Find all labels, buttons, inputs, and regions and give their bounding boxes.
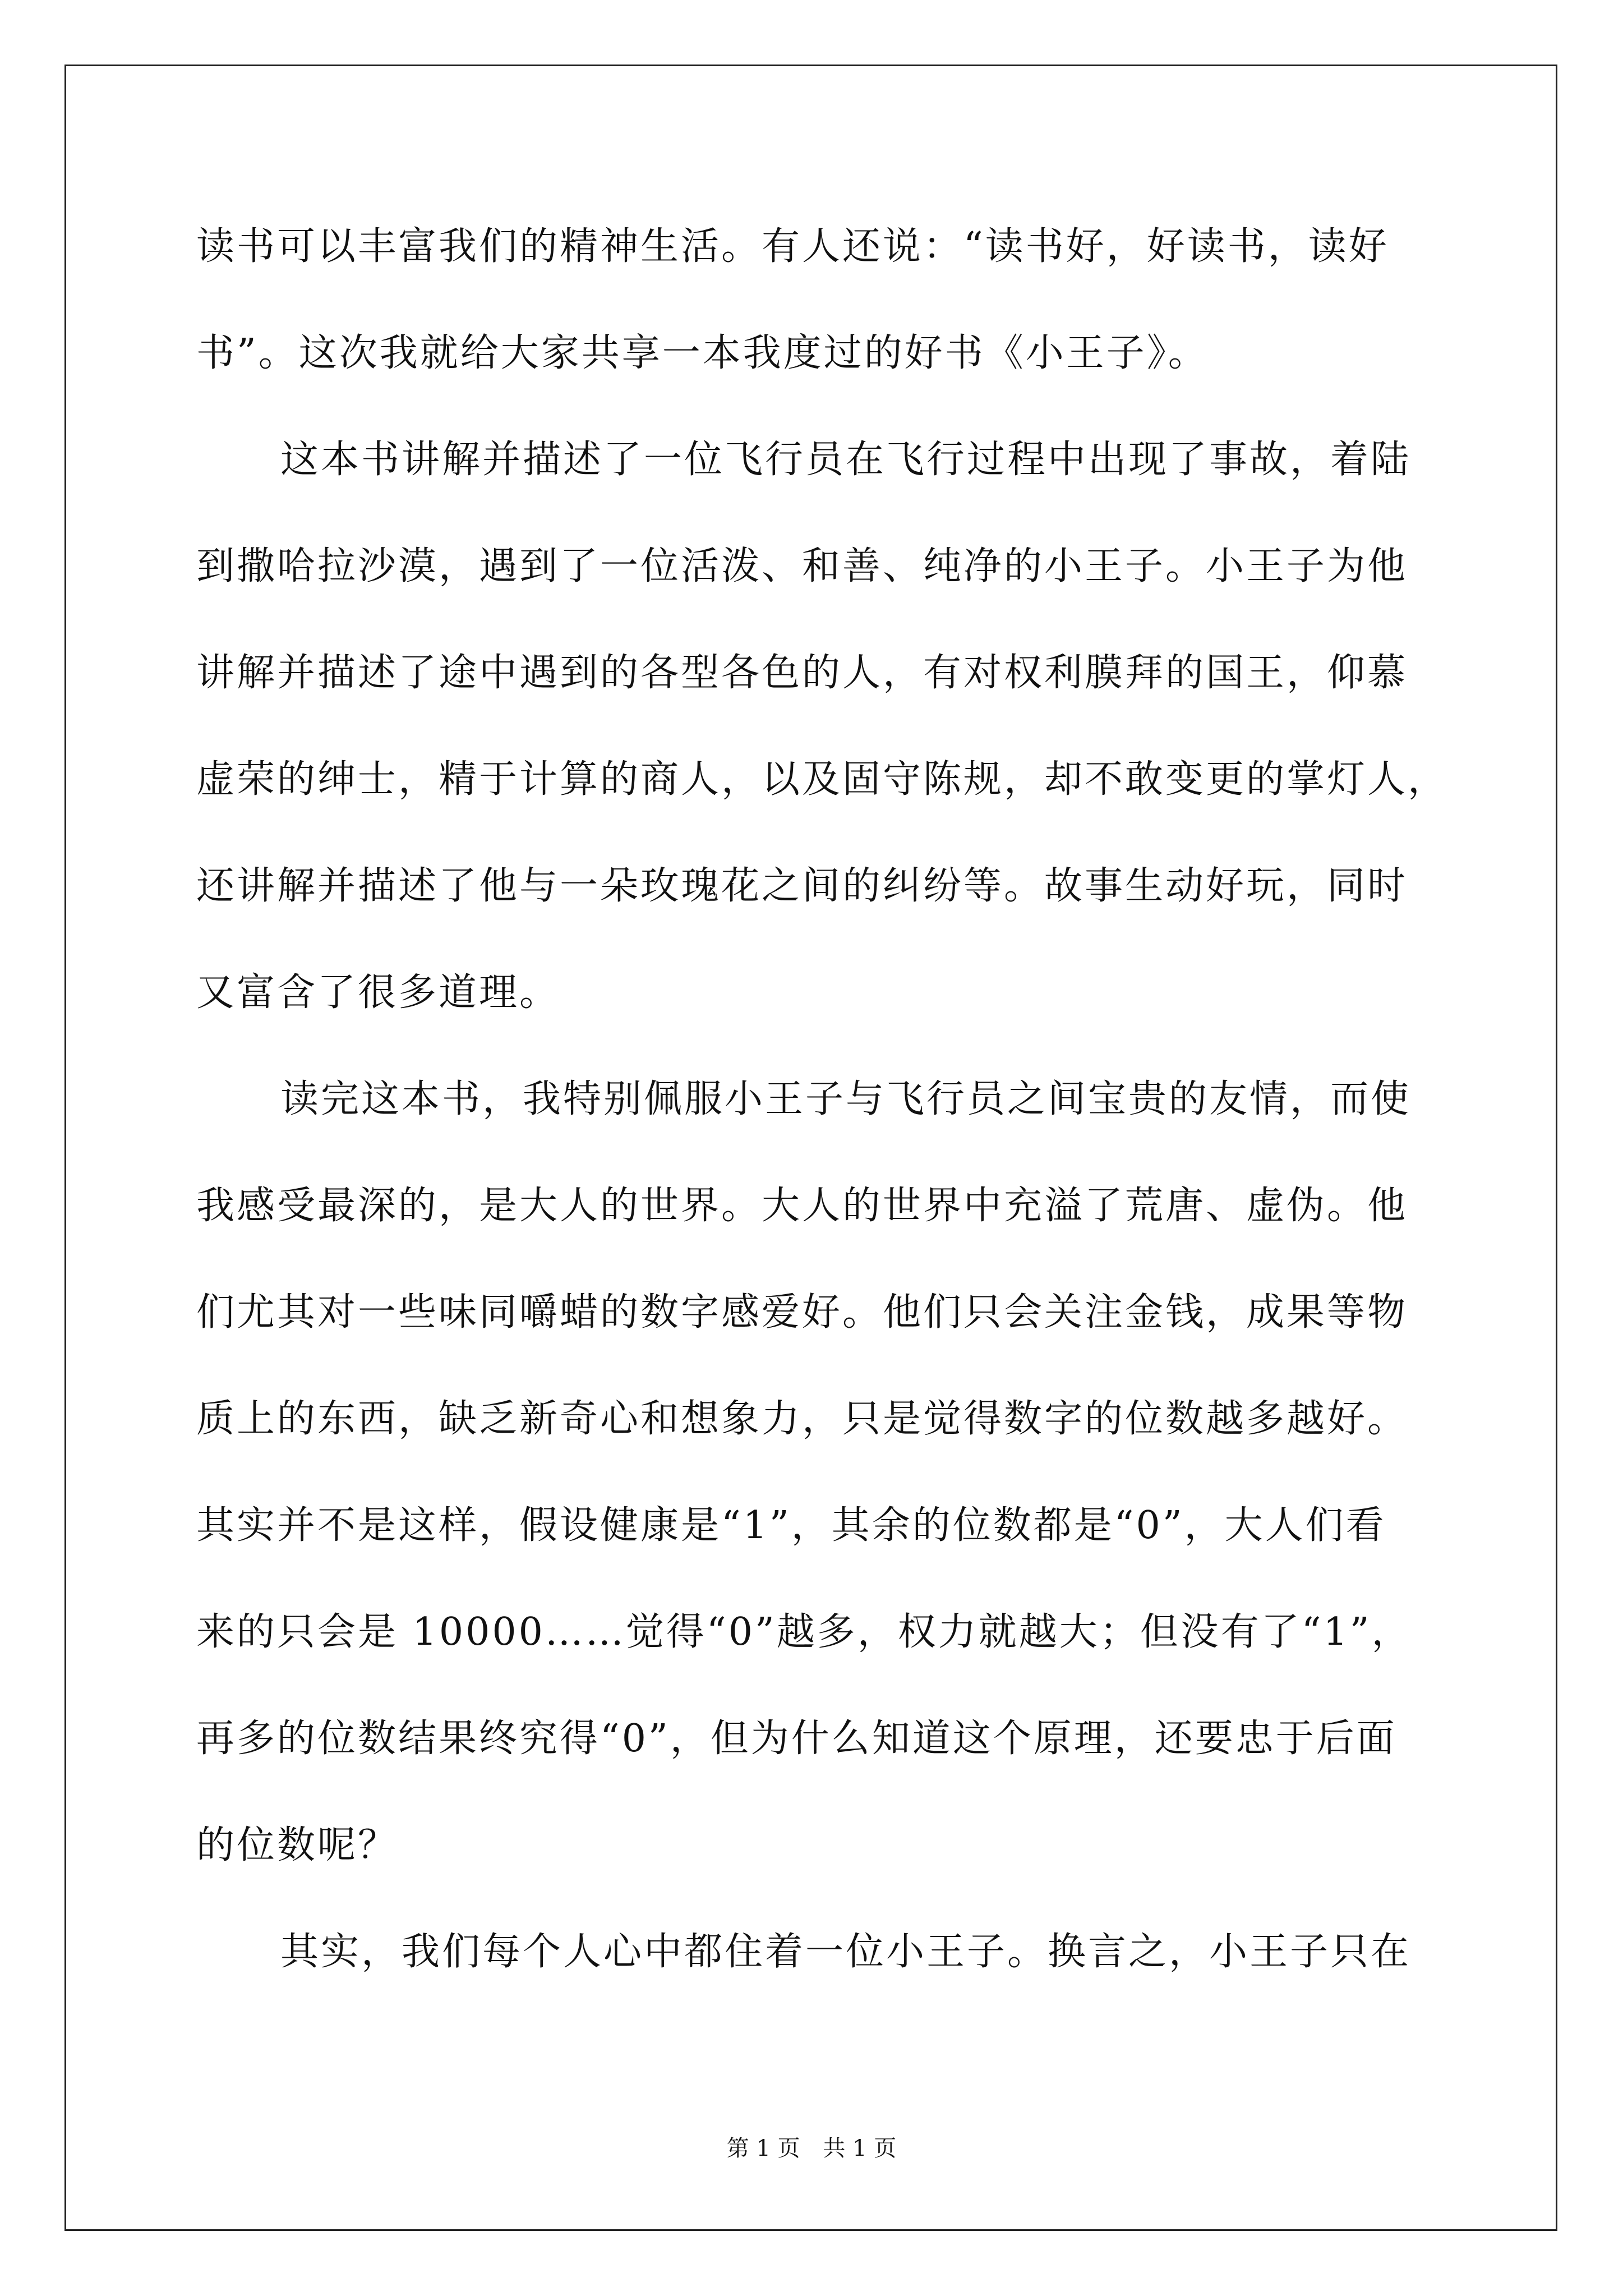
text-line: 的位数呢？ xyxy=(196,1823,399,1867)
text-line: 到撒哈拉沙漠，遇到了一位活泼、和善、纯净的小王子。小王子为他 xyxy=(196,544,1408,588)
text-line: 还讲解并描述了他与一朵玫瑰花之间的纠纷等。故事生动好玩，同时 xyxy=(196,864,1408,908)
text-line: 读完这本书，我特别佩服小王子与飞行员之间宝贵的友情，而使 xyxy=(280,1077,1412,1121)
page-number-current: 第 1 页 xyxy=(726,2136,800,2161)
text-line: 再多的位数结果终究得“0”，但为什么知道这个原理，还要忠于后面 xyxy=(196,1717,1397,1761)
text-line: 又富含了很多道理。 xyxy=(196,970,560,1015)
page-footer xyxy=(0,2132,1623,2165)
text-line: 读书可以丰富我们的精神生活。有人还说：“读书好，好读书，读好 xyxy=(196,224,1389,269)
text-line: 虚荣的绅士，精于计算的商人，以及固守陈规，却不敢变更的掌灯人， xyxy=(196,757,1449,802)
text-line: 们尤其对一些味同嚼蜡的数字感爱好。他们只会关注金钱，成果等物 xyxy=(196,1290,1408,1335)
text-line: 质上的东西，缺乏新奇心和想象力，只是觉得数字的位数越多越好。 xyxy=(196,1397,1408,1441)
text-line: 其实并不是这样，假设健康是“1”，其余的位数都是“0”，大人们看 xyxy=(196,1503,1386,1548)
text-line: 来的只会是 10000……觉得“0”越多，权力就越大；但没有了“1”， xyxy=(196,1610,1412,1654)
page-border xyxy=(64,65,1557,2231)
text-line: 我感受最深的，是大人的世界。大人的世界中充溢了荒唐、虚伪。他 xyxy=(196,1184,1408,1228)
text-line: 这本书讲解并描述了一位飞行员在飞行过程中出现了事故，着陆 xyxy=(280,438,1412,482)
text-line: 讲解并描述了途中遇到的各型各色的人，有对权利膜拜的国王，仰慕 xyxy=(196,651,1408,695)
page-number-total: 共 1 页 xyxy=(823,2136,897,2161)
text-line: 书”。这次我就给大家共享一本我度过的好书《小王子》。 xyxy=(196,331,1209,375)
text-line: 其实，我们每个人心中都住着一位小王子。换言之，小王子只在 xyxy=(280,1930,1412,1974)
